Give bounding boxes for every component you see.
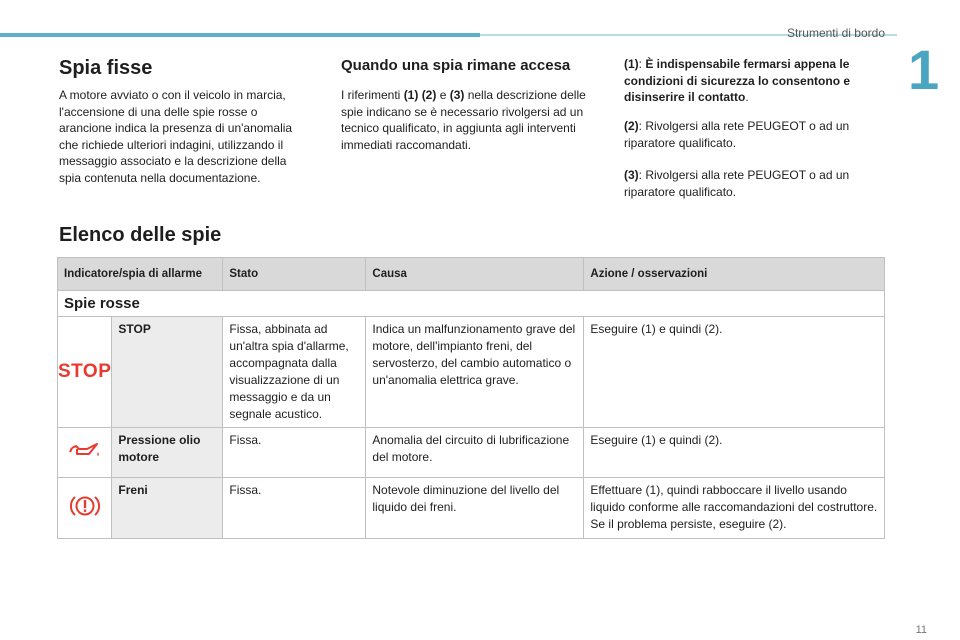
table-header-row: [58, 258, 885, 291]
stato-cell: Fissa.: [223, 428, 366, 478]
note-sep: :: [638, 168, 646, 182]
note-text: Rivolgersi alla rete PEUGEOT o ad un riparatore qualificato.: [624, 119, 850, 150]
brake-warning-icon: [70, 493, 100, 519]
page-number: 11: [915, 624, 927, 636]
quando-paragraph: [341, 87, 601, 153]
chapter-number: 1: [908, 38, 940, 101]
azione-cell: Effettuare (1), quindi rabboccare il livello usando liquido conforme alle raccomandazioni del costruttore. Se il problema persiste, eseguire (2).: [584, 478, 885, 539]
quando-text-mid: e: [436, 88, 450, 102]
table-row: [58, 478, 885, 539]
heading-spia-fisse: Spia fisse: [59, 57, 153, 79]
causa-cell: Anomalia del circuito di lubrificazione del motore.: [366, 428, 584, 478]
quando-refs: (1) (2): [403, 88, 437, 102]
note-text: Rivolgersi alla rete PEUGEOT o ad un riparatore qualificato.: [624, 168, 850, 199]
note-end: .: [745, 90, 749, 104]
note-ref: (2): [624, 119, 639, 133]
stop-warning-icon: [58, 317, 112, 428]
warning-lights-table: [57, 257, 885, 539]
azione-cell: Eseguire (1) e quindi (2).: [584, 428, 885, 478]
section-title: Strumenti di bordo: [786, 26, 885, 40]
causa-cell: Notevole diminuzione del livello del liquido dei freni.: [366, 478, 584, 539]
note-ref: (3): [624, 168, 639, 182]
note-sep: :: [638, 119, 646, 133]
note-text: È indispensabile fermarsi appena le condizioni di sicurezza lo consentono e disinserire il contatto: [624, 57, 851, 104]
stop-icon-label: STOP: [58, 360, 112, 382]
quando-text-pre: I riferimenti: [341, 88, 404, 102]
col-header-indicatore: Indicatore/spia di allarme: [58, 258, 223, 291]
note-sep: :: [638, 57, 646, 71]
category-spie-rosse: Spie rosse: [58, 291, 885, 317]
intro-paragraph: A motore avviato o con il veicolo in marcia, l'accensione di una delle spie rosse o arancione indica la presenza di un'anomalia che richiede ulteriori indagini, utilizzando il messaggio associato e la descrizione della spia contenuta nella documentazione.: [59, 88, 293, 185]
causa-cell: Indica un malfunzionamento grave del motore, dell'impianto freni, del servosterzo, del cambio automatico o un'anomalia elettrica grave.: [366, 317, 584, 428]
quando-text-post: nella descrizione delle spie indicano se è necessario rivolgersi ad un tecnico qualificato, in aggiunta agli interventi immediati raccomandati.: [341, 88, 586, 152]
indicator-name: STOP: [112, 317, 223, 428]
table-row: [58, 428, 885, 478]
table-row: [58, 317, 885, 428]
note-1: [624, 56, 874, 106]
col-header-causa: Causa: [366, 258, 584, 291]
indicator-name: Pressione olio motore: [112, 428, 223, 478]
stato-cell: Fissa, abbinata ad un'altra spia d'allarme, accompagnata dalla visualizzazione di un messaggio e da un segnale acustico.: [223, 317, 366, 428]
oil-pressure-icon: [69, 440, 101, 460]
note-2: [624, 118, 874, 151]
stato-cell: Fissa.: [223, 478, 366, 539]
heading-elenco-spie: Elenco delle spie: [59, 224, 222, 246]
col-header-stato: Stato: [223, 258, 366, 291]
quando-ref3: (3): [449, 88, 465, 102]
category-row: [58, 291, 885, 317]
top-accent-bar: [0, 33, 480, 37]
heading-quando: Quando una spia rimane accesa: [341, 57, 571, 74]
note-ref: (1): [624, 57, 639, 71]
col-header-azione: Azione / osservazioni: [584, 258, 885, 291]
azione-cell: Eseguire (1) e quindi (2).: [584, 317, 885, 428]
indicator-name: Freni: [112, 478, 223, 539]
note-3: [624, 167, 874, 200]
